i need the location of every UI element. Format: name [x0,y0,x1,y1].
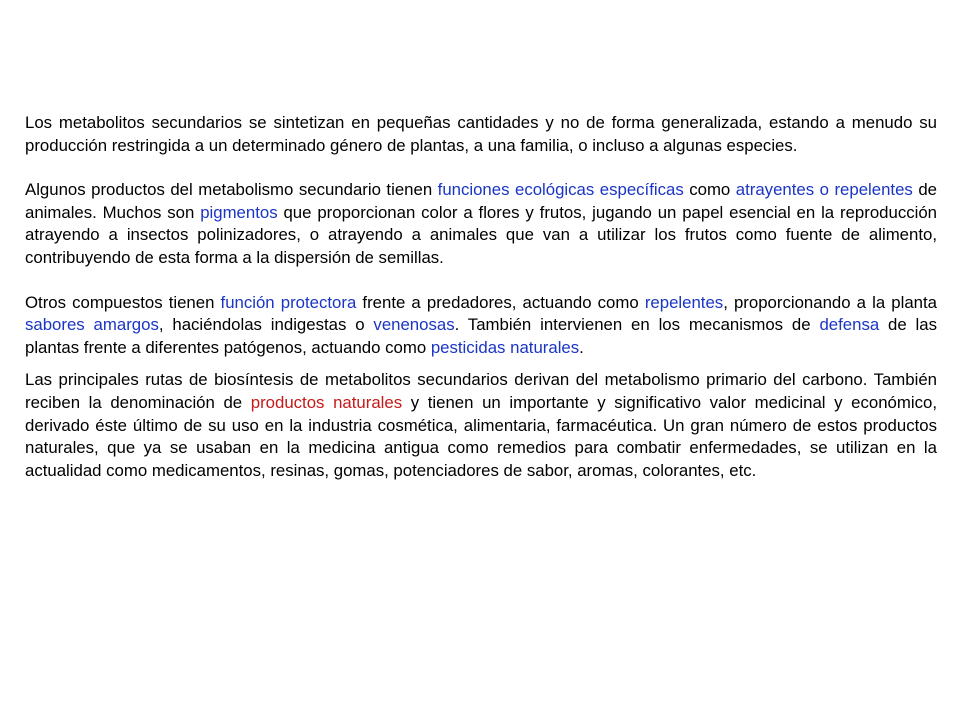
paragraph-4 [25,369,937,482]
text-segment: Los metabolitos secundarios se sintetizan en pequeñas cantidades y no de forma generalizada, estando a menudo su producción restringida a un determinado género de plantas, a una familia, o incluso a algunas especies. [25,113,937,155]
highlight-term: venenosas [373,315,455,335]
paragraph-2 [25,179,937,269]
text-segment: , proporcionando a la planta [723,292,937,312]
text-segment: como [683,180,736,200]
highlight-term: sabores amargos [25,315,159,335]
highlight-term: atrayentes o repelentes [735,180,913,200]
text-segment: Otros compuestos tienen [25,292,221,312]
highlight-term: defensa [819,315,880,335]
text-segment: Algunos productos del metabolismo secundario tienen [25,180,438,200]
text-segment: Las principales rutas de biosíntesis de metabolitos secundarios derivan del metabolismo primario del carbono. También reciben la denominación de [25,370,937,412]
highlight-term: funciones ecológicas específicas [437,180,684,200]
text-segment: , haciéndolas indigestas o [158,315,374,335]
text-segment: que proporcionan color a flores y frutos, jugando un papel esencial en la reproducción atrayendo a insectos polinizadores, o atrayendo a animales que van a utilizar los frutos como fuente de alimento, contribuyendo de esta forma a la dispersión de semillas. [25,202,937,267]
paragraph-1 [25,112,937,157]
text-segment: de las plantas frente a diferentes patógenos, actuando como [25,315,938,357]
highlight-term: pesticidas naturales [430,337,580,357]
slide-text-body [25,112,937,482]
text-segment: y tienen un importante y significativo valor medicinal y económico, derivado éste último de su uso en la industria cosmética, alimentaria, farmacéutica. Un gran número de estos productos naturales, que ya se usaban en la medicina antigua como remedios para combatir enfermedades, se utilizan en la actualidad como medicamentos, resinas, gomas, potenciadores de sabor, aromas, colorantes, etc. [25,392,937,480]
highlight-term: función protectora [220,292,357,312]
highlight-term: repelentes [644,292,724,312]
highlight-term: productos naturales [250,392,403,412]
text-segment: frente a predadores, actuando como [356,292,645,312]
text-segment: de animales. Muchos son [25,180,937,222]
paragraph-3 [25,292,937,360]
text-segment: . [579,337,584,357]
text-segment: . También intervienen en los mecanismos de [454,315,820,335]
highlight-term: pigmentos [200,202,278,222]
